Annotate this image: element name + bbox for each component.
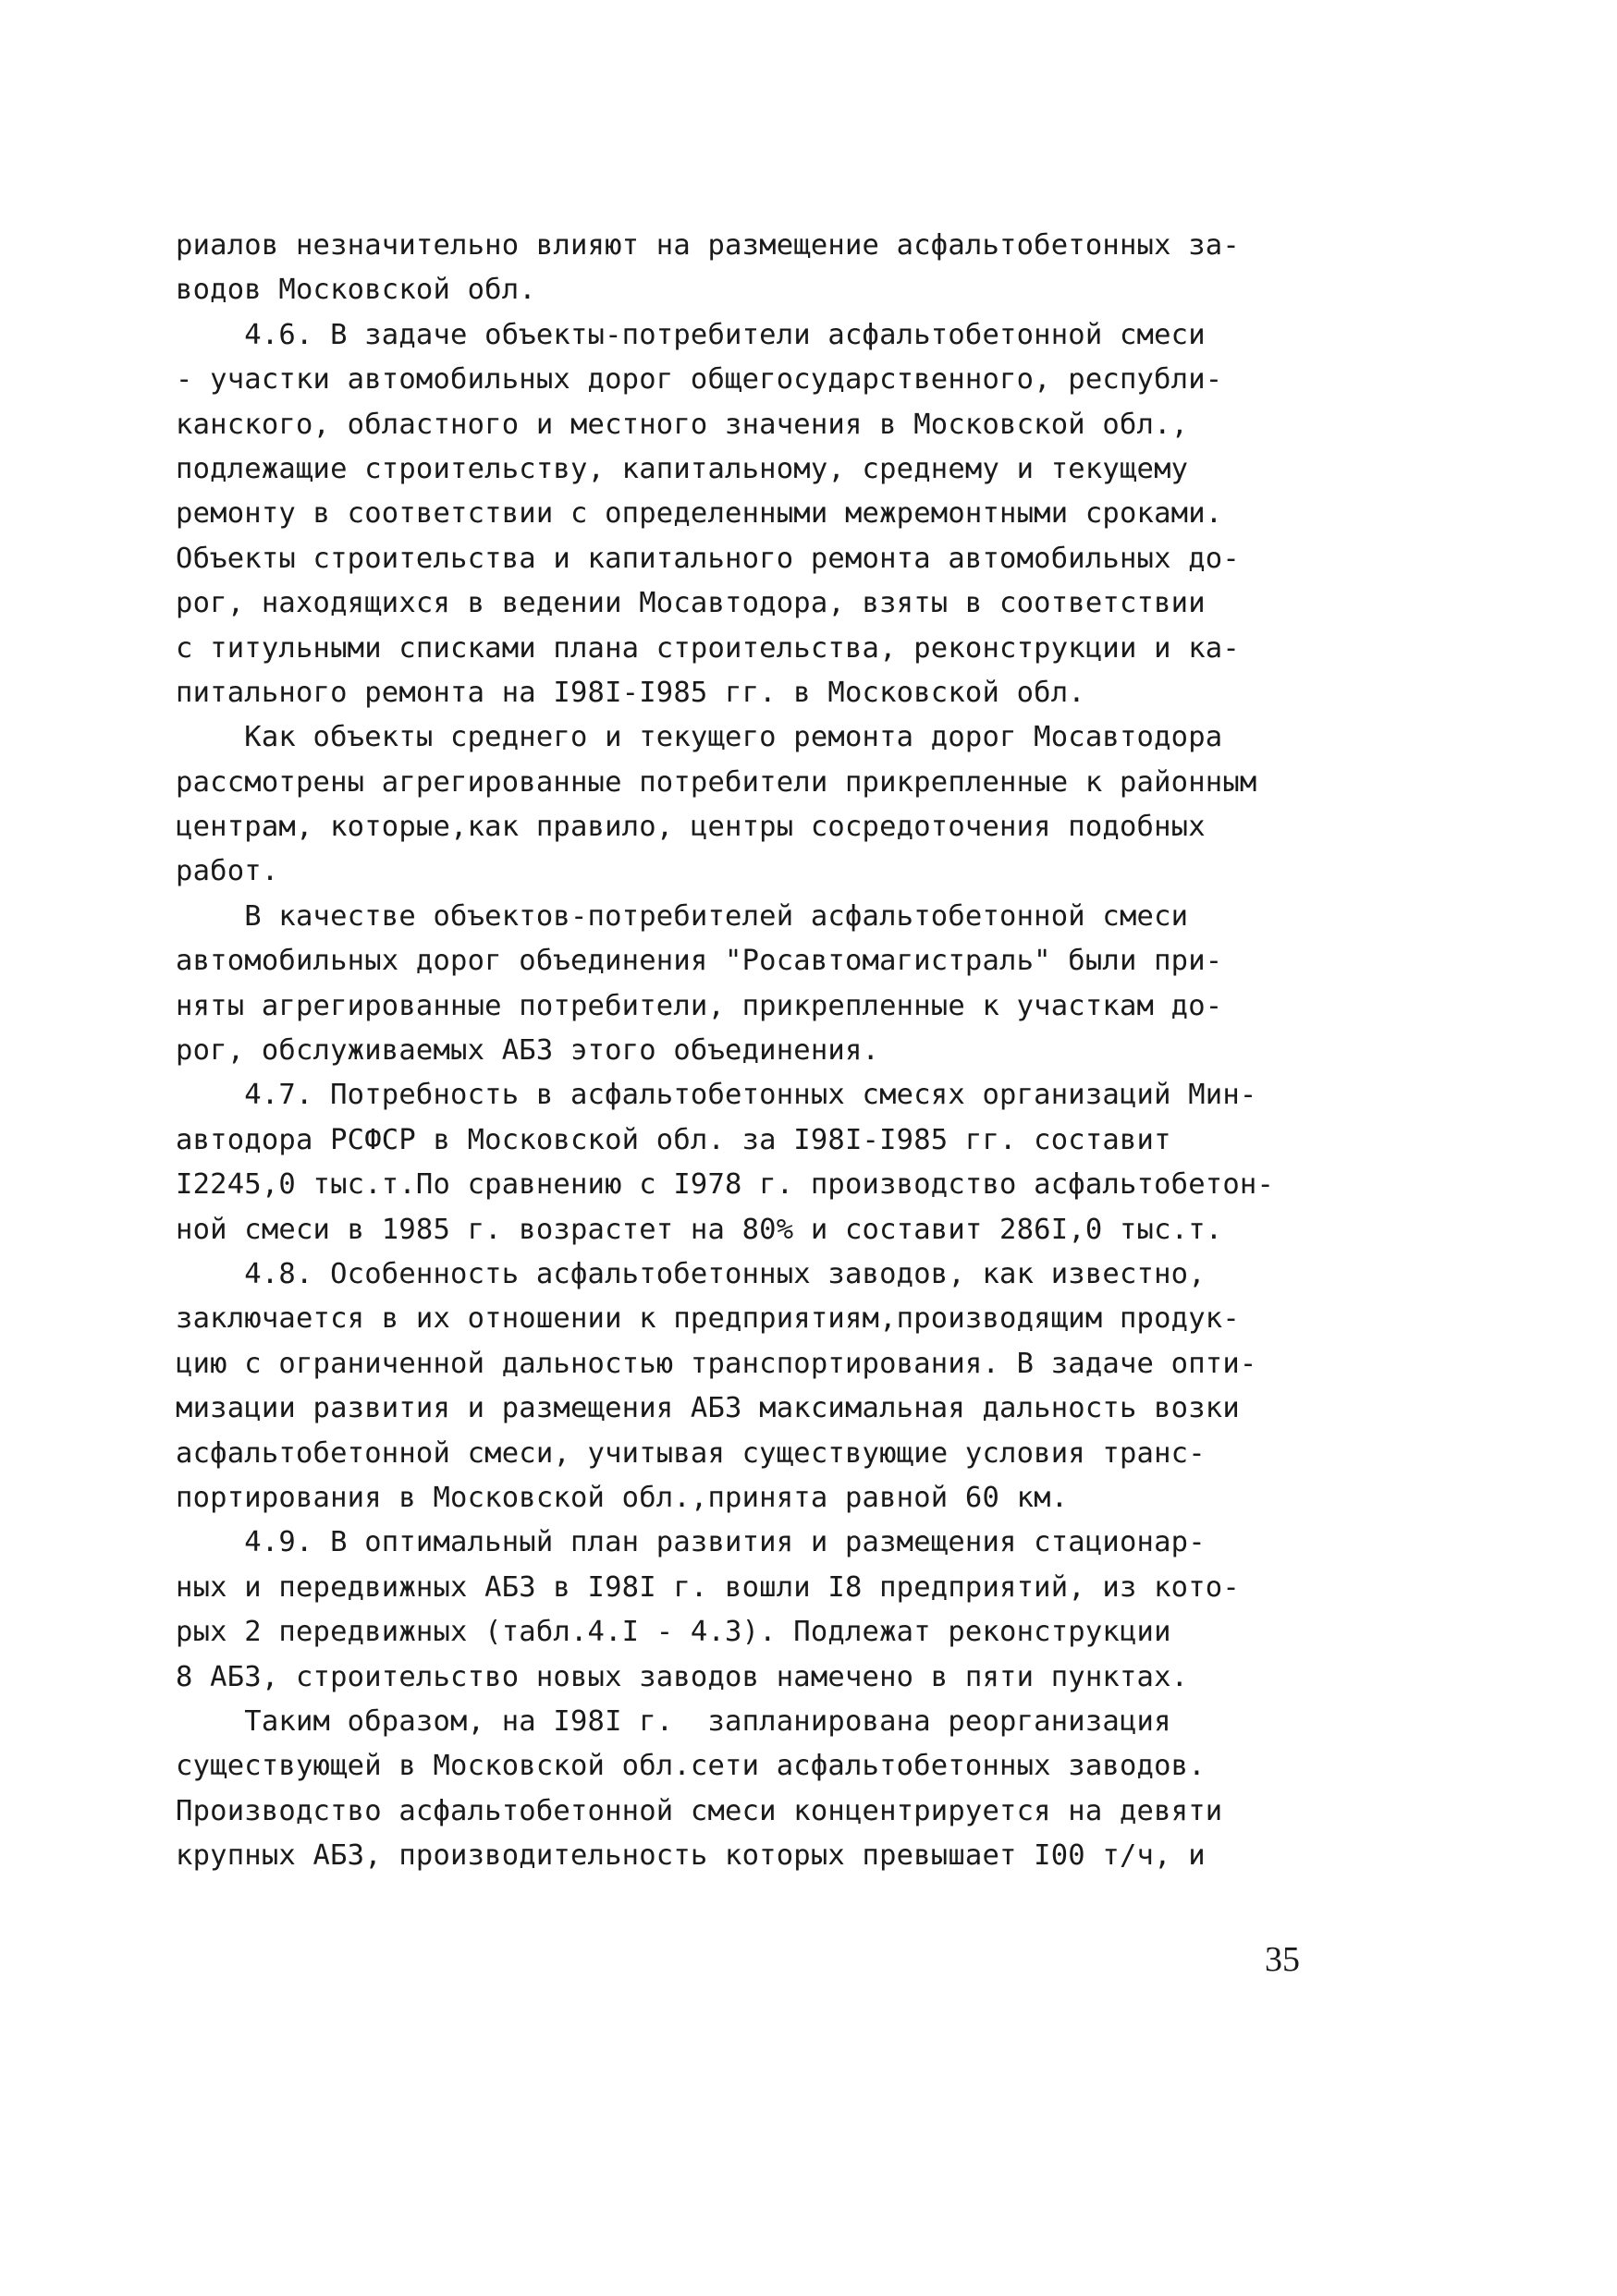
text-line: Таким образом, на I98I г. запланирована реорганизация	[176, 1704, 1171, 1738]
text-line: В качестве объектов-потребителей асфальтобетонной смеси	[176, 899, 1189, 933]
text-line: подлежащие строительству, капитальному, среднему и текущему	[176, 452, 1189, 485]
text-line: 4.9. В оптимальный план развития и размещения стационар-	[176, 1526, 1206, 1559]
text-line: 8 АБЗ, строительство новых заводов намечено в пяти пунктах.	[176, 1660, 1189, 1693]
text-line: водов Московской обл.	[176, 274, 536, 307]
text-line: рог, находящихся в ведении Мосавтодора, взяты в соответствии	[176, 587, 1206, 620]
text-line: 4.8. Особенность асфальтобетонных заводов, как известно,	[176, 1257, 1206, 1290]
text-line: мизации развития и размещения АБЗ максимальная дальность возки	[176, 1392, 1240, 1425]
text-line: 4.6. В задаче объекты-потребители асфальтобетонной смеси	[176, 318, 1206, 351]
text-line: рог, обслуживаемых АБЗ этого объединения.	[176, 1034, 880, 1068]
text-line: центрам, которые,как правило, центры сосредоточения подобных	[176, 811, 1206, 844]
text-line: крупных АБЗ, производительность которых превышает I00 т/ч, и	[176, 1839, 1206, 1873]
text-line: рассмотрены агрегированные потребители прикрепленные к районным	[176, 765, 1257, 799]
text-line: асфальтобетонной смеси, учитывая существующие условия транс-	[176, 1436, 1206, 1470]
text-line: портирования в Московской обл.,принята равной 60 км.	[176, 1481, 1069, 1514]
text-line: цию с ограниченной дальностью транспортирования. В задаче опти-	[176, 1347, 1257, 1380]
text-line: работ.	[176, 855, 279, 888]
text-line: существующей в Московской обл.сети асфальтобетонных заводов.	[176, 1750, 1206, 1783]
text-line: рых 2 передвижных (табл.4.I - 4.3). Подлежат реконструкции	[176, 1616, 1171, 1649]
text-line: няты агрегированные потребители, прикрепленные к участкам до-	[176, 989, 1223, 1022]
text-line: Объекты строительства и капитального ремонта автомобильных до-	[176, 542, 1240, 575]
page-number: 35	[1265, 1940, 1300, 1979]
body-text	[176, 224, 1378, 1878]
text-line: питального ремонта на I98I-I985 гг. в Московской обл.	[176, 676, 1085, 709]
text-line: - участки автомобильных дорог общегосударственного, республи-	[176, 363, 1223, 397]
text-line: Производство асфальтобетонной смеси концентрируется на девяти	[176, 1794, 1223, 1827]
text-line: 4.7. Потребность в асфальтобетонных смесях организаций Мин-	[176, 1079, 1257, 1112]
text-line: Как объекты среднего и текущего ремонта дорог Мосавтодора	[176, 721, 1223, 754]
text-line: автомобильных дорог объединения "Росавтомагистраль" были при-	[176, 945, 1223, 978]
text-line: заключается в их отношении к предприятиям,производящим продук-	[176, 1302, 1240, 1336]
text-line: с титульными списками плана строительства, реконструкции и ка-	[176, 631, 1240, 665]
text-line: I2245,0 тыс.т.По сравнению с I978 г. производство асфальтобетон-	[176, 1168, 1275, 1202]
text-line: канского, областного и местного значения в Московской обл.,	[176, 408, 1189, 441]
text-line: ремонту в соответствии с определенными межремонтными сроками.	[176, 497, 1223, 531]
text-line: ной смеси в 1985 г. возрастет на 80% и составит 286I,0 тыс.т.	[176, 1213, 1223, 1246]
text-line: автодора РСФСР в Московской обл. за I98I-I985 гг. составит	[176, 1123, 1171, 1156]
text-line: ных и передвижных АБЗ в I98I г. вошли I8 предприятий, из кото-	[176, 1570, 1240, 1604]
text-line: риалов незначительно влияют на размещение асфальтобетонных за-	[176, 229, 1240, 262]
